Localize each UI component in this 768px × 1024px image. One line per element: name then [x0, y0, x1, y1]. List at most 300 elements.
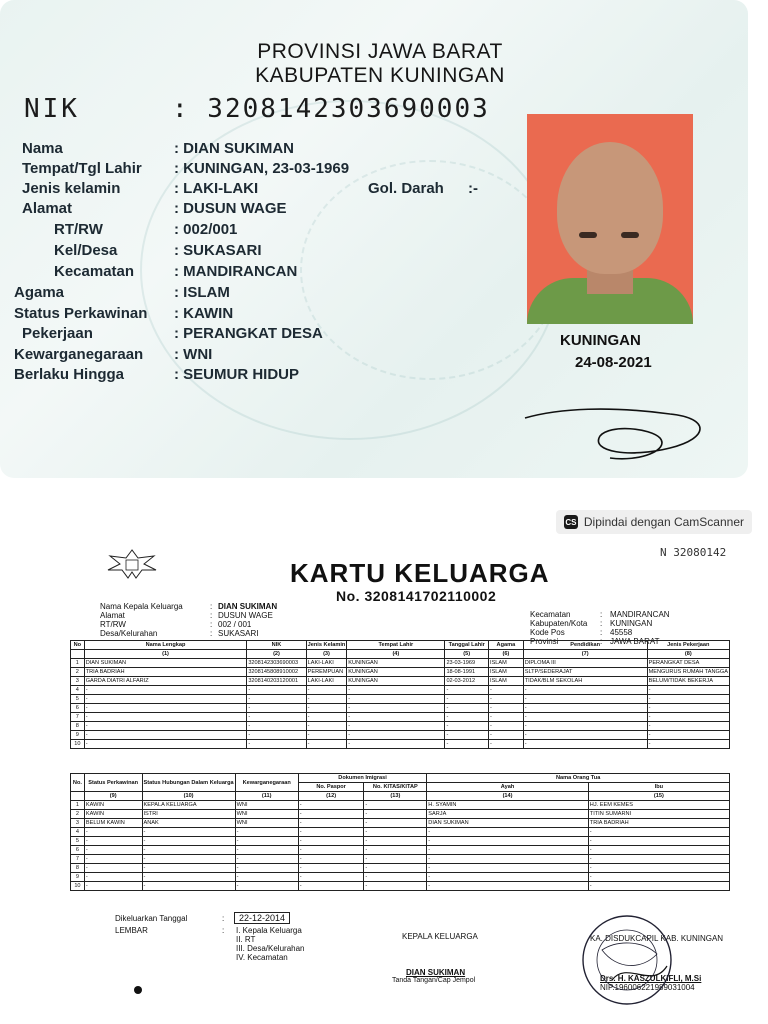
table-cell: 4: [71, 686, 85, 695]
table-cell: 5: [71, 695, 85, 704]
official-stamp: [572, 910, 682, 1010]
ktp-field-label: Kel/Desa: [54, 242, 118, 259]
table-cell: -: [427, 828, 589, 837]
kk-header-colon: :: [210, 611, 213, 620]
table-cell: 9: [71, 731, 85, 740]
table-cell: -: [364, 855, 427, 864]
table-cell: -: [445, 740, 489, 749]
ktp-field-label: RT/RW: [54, 221, 103, 238]
kk-header-colon: :: [210, 620, 213, 629]
ktp-field-row: [14, 160, 514, 180]
table-cell: -: [364, 801, 427, 810]
table-subheader-cell: Ibu: [588, 783, 729, 792]
ktp-field-row: [14, 366, 514, 386]
kk-title: KARTU KELUARGA: [290, 558, 550, 588]
table-header-cell: No.: [71, 774, 85, 792]
table-cell: DIAN SUKIMAN: [84, 659, 247, 668]
head-title: KEPALA KELUARGA: [402, 932, 478, 941]
table-row: [71, 668, 730, 677]
table-cell: BELUM KAWIN: [84, 819, 142, 828]
photo-eye-right: [621, 232, 639, 238]
table-cell: LAKI-LAKI: [306, 659, 347, 668]
table-cell: -: [306, 704, 347, 713]
table-cell: -: [647, 722, 729, 731]
table-cell: -: [427, 837, 589, 846]
table-cell: KAWIN: [84, 801, 142, 810]
table-cell: -: [298, 837, 364, 846]
table-cell: -: [235, 864, 298, 873]
photo-head: [557, 142, 663, 274]
ktp-field-row: [14, 305, 514, 325]
table-row: [71, 677, 730, 686]
kk-header-colon: :: [600, 628, 603, 637]
table-header-cell: Jenis Kelamin: [307, 642, 346, 648]
kk-header-label: Kabupaten/Kota: [530, 619, 588, 628]
kk-header-value: 45558: [610, 628, 633, 637]
table-cell: -: [427, 864, 589, 873]
table-cell: -: [298, 882, 364, 891]
table-cell: -: [142, 837, 235, 846]
kk-header-value: KUNINGAN: [610, 619, 653, 628]
scanner-badge-text: Dipindai dengan CamScanner: [583, 515, 744, 529]
ktp-field-label: Kewarganegaraan: [14, 346, 144, 363]
table-cell: -: [347, 704, 445, 713]
ktp-signature: [520, 388, 720, 468]
kk-members-table: [70, 640, 730, 749]
table-cell: 5: [71, 837, 85, 846]
kk-header-value: SUKASARI: [218, 629, 259, 638]
table-cell: -: [142, 846, 235, 855]
table-header-cell: Nama Orang Tua: [427, 774, 730, 783]
table-colnum-cell: (3): [306, 650, 347, 659]
table-colnum-cell: (12): [298, 792, 364, 801]
ktp-blood-type-label: Gol. Darah: [368, 180, 444, 197]
ktp-field-label: Jenis kelamin: [22, 180, 121, 197]
table-cell: -: [489, 713, 524, 722]
table-cell: 1: [71, 801, 85, 810]
ktp-field-value: : LAKI-LAKI: [174, 180, 259, 197]
lembar-item: II. RT: [236, 935, 256, 944]
table-cell: -: [523, 704, 647, 713]
photo-eye-left: [579, 232, 597, 238]
table-cell: -: [247, 695, 306, 704]
table-cell: -: [84, 713, 247, 722]
table-cell: 3208142303690003: [247, 659, 306, 668]
table-header-row: [71, 641, 730, 650]
table-cell: -: [247, 704, 306, 713]
table-cell: TRIA BADRIAH: [84, 668, 247, 677]
table-cell: -: [588, 837, 729, 846]
table-cell: -: [347, 731, 445, 740]
table-colnum-cell: (2): [247, 650, 306, 659]
table-cell: -: [306, 722, 347, 731]
table-cell: 2: [71, 668, 85, 677]
ktp-nik-value: : 3208142303690003: [172, 94, 490, 124]
table-cell: -: [298, 801, 364, 810]
table-cell: -: [347, 686, 445, 695]
table-cell: 10: [71, 740, 85, 749]
table-row: [71, 801, 730, 810]
table-cell: -: [647, 686, 729, 695]
table-cell: -: [489, 704, 524, 713]
table-header-cell: Dokumen Imigrasi: [298, 774, 427, 783]
kk-header-label: Desa/Kelurahan: [100, 629, 158, 638]
table-cell: -: [142, 882, 235, 891]
table-cell: -: [247, 686, 306, 695]
table-cell: 10: [71, 882, 85, 891]
table-row: [71, 695, 730, 704]
table-cell: SARJA: [427, 810, 589, 819]
table-cell: KUNINGAN: [347, 668, 445, 677]
table-cell: -: [235, 828, 298, 837]
table-cell: KEPALA KELUARGA: [142, 801, 235, 810]
kk-header-label: RT/RW: [100, 620, 126, 629]
lembar-item: III. Desa/Kelurahan: [236, 944, 305, 953]
kk-header-value: MANDIRANCAN: [610, 610, 670, 619]
ktp-field-row: [14, 242, 514, 262]
table-cell: -: [523, 722, 647, 731]
official-name: Drs. H. KASZULKIFLI, M.Si: [600, 974, 702, 983]
table-colnum-cell: (7): [523, 650, 647, 659]
ktp-field-value: : KUNINGAN, 23-03-1969: [174, 160, 350, 177]
table-colnum-cell: [71, 650, 85, 659]
table-header-cell: Agama: [489, 641, 524, 650]
ktp-field-label: Nama: [22, 140, 63, 157]
table-cell: -: [247, 722, 306, 731]
kk-header-colon: :: [600, 619, 603, 628]
ktp-field-value: : SUKASARI: [174, 242, 262, 259]
table-subheader-cell: No. KITAS/KITAP: [364, 783, 427, 792]
table-cell: -: [489, 731, 524, 740]
table-cell: -: [647, 713, 729, 722]
table-cell: DIPLOMA III: [523, 659, 647, 668]
ktp-field-row: [14, 200, 514, 220]
table-cell: 3: [71, 819, 85, 828]
table-cell: LAKI-LAKI: [306, 677, 347, 686]
kk-header-label: Nama Kepala Keluarga: [100, 602, 183, 611]
kk-header-value: DIAN SUKIMAN: [218, 602, 278, 611]
table-cell: -: [364, 882, 427, 891]
table-cell: -: [364, 837, 427, 846]
garuda-emblem-icon: [104, 546, 160, 582]
table-cell: -: [298, 864, 364, 873]
table-row: [71, 855, 730, 864]
table-cell: -: [306, 731, 347, 740]
table-row: [71, 873, 730, 882]
table-cell: -: [235, 855, 298, 864]
kk-status-table: [70, 773, 730, 891]
lembar-item: IV. Kecamatan: [236, 953, 288, 962]
table-cell: -: [235, 873, 298, 882]
table-cell: 1: [71, 659, 85, 668]
table-row: [71, 740, 730, 749]
table-cell: 7: [71, 713, 85, 722]
table-cell: -: [445, 686, 489, 695]
table-cell: -: [84, 882, 142, 891]
camscanner-icon: CS: [564, 515, 578, 529]
table-cell: -: [347, 713, 445, 722]
table-colnum-cell: (8): [647, 650, 729, 659]
ktp-field-row: [14, 346, 514, 366]
table-cell: -: [84, 722, 247, 731]
table-cell: -: [364, 819, 427, 828]
dot-mark: [134, 986, 142, 994]
kk-header-colon: :: [600, 637, 603, 646]
ktp-photo: [527, 114, 693, 324]
table-cell: -: [142, 873, 235, 882]
table-cell: -: [523, 713, 647, 722]
table-cell: -: [84, 695, 247, 704]
table-cell: -: [298, 810, 364, 819]
kk-footer: Dikeluarkan Tanggal : 22-12-2014 LEMBAR : I. Kepala Keluarga II. RT III. Desa/Kelurahan IV. Kecamatan KEPALA KELUARGA DIAN SUKIMAN Tanda Tangan/Cap Jempol KA. DISDUKCAPIL KAB. KUNINGAN Drs. H. KASZULKIFLI, M.Si NIP.196006221989031004: [115, 913, 724, 992]
table-cell: 7: [71, 855, 85, 864]
ktp-field-value: : DUSUN WAGE: [174, 200, 287, 217]
table-cell: -: [489, 740, 524, 749]
id-card: [0, 0, 748, 478]
table-cell: 3208140203120001: [247, 677, 306, 686]
head-sign-caption: Tanda Tangan/Cap Jempol: [392, 977, 476, 984]
table-header-cell: Status Perkawinan: [84, 774, 142, 792]
table-row: [71, 722, 730, 731]
table-cell: WNI: [235, 810, 298, 819]
table-cell: -: [588, 864, 729, 873]
table-cell: KAWIN: [84, 810, 142, 819]
kk-header-label: Provinsi: [530, 637, 559, 646]
table-cell: 23-03-1969: [445, 659, 489, 668]
kk-handwritten-number: N 32080142: [660, 546, 727, 559]
ktp-field-value: : WNI: [174, 346, 213, 363]
issued-label: Dikeluarkan Tanggal: [115, 914, 188, 923]
official-nip: NIP.196006221989031004: [600, 983, 695, 992]
table-cell: -: [445, 704, 489, 713]
table-colnum-cell: (11): [235, 792, 298, 801]
table-row: [71, 731, 730, 740]
table-cell: ISTRI: [142, 810, 235, 819]
ktp-field-label: Pekerjaan: [22, 325, 93, 342]
table-cell: BELUM/TIDAK BEKERJA: [647, 677, 729, 686]
table-cell: -: [298, 873, 364, 882]
table-cell: 3: [71, 677, 85, 686]
table-cell: 18-08-1991: [445, 668, 489, 677]
table-cell: -: [347, 722, 445, 731]
table-cell: -: [247, 731, 306, 740]
table-cell: -: [427, 855, 589, 864]
table-cell: MENGURUS RUMAH TANGGA: [648, 669, 728, 675]
table-cell: 4: [71, 828, 85, 837]
table-row: [71, 704, 730, 713]
table-colnum-row: [71, 792, 730, 801]
table-colnum-cell: (1): [84, 650, 247, 659]
table-cell: -: [588, 882, 729, 891]
table-cell: -: [445, 731, 489, 740]
ktp-field-row: [14, 221, 514, 241]
table-cell: -: [306, 686, 347, 695]
table-cell: -: [364, 810, 427, 819]
table-cell: -: [142, 864, 235, 873]
ktp-field-label: Agama: [14, 284, 65, 301]
ktp-field-value: : SEUMUR HIDUP: [174, 366, 300, 383]
table-cell: 3208145808910002: [247, 668, 306, 677]
table-cell: H. SYAMIN: [427, 801, 589, 810]
table-cell: 8: [71, 864, 85, 873]
table-cell: WNI: [235, 801, 298, 810]
ktp-field-label: Berlaku Hingga: [14, 366, 125, 383]
lembar-item: I. Kepala Keluarga: [236, 926, 302, 935]
table-header-cell: Status Hubungan Dalam Keluarga: [142, 774, 235, 792]
table-cell: -: [427, 846, 589, 855]
table-header-cell: Kewarganegaraan: [235, 774, 298, 792]
kk-header-value: 002 / 001: [218, 620, 252, 629]
table-colnum-cell: (5): [445, 650, 489, 659]
table-cell: -: [84, 837, 142, 846]
table-row: [71, 846, 730, 855]
table-cell: -: [84, 731, 247, 740]
table-cell: HJ. EEM KEMES: [588, 801, 729, 810]
table-cell: ISLAM: [489, 668, 524, 677]
ktp-issue-date: 24-08-2021: [575, 354, 652, 371]
table-cell: SLTP/SEDERAJAT: [523, 668, 647, 677]
table-cell: ANAK: [142, 819, 235, 828]
table-cell: -: [235, 846, 298, 855]
table-cell: -: [84, 686, 247, 695]
table-cell: 9: [71, 873, 85, 882]
table-colnum-cell: (6): [489, 650, 524, 659]
ktp-field-label: Status Perkawinan: [14, 305, 148, 322]
table-cell: -: [298, 855, 364, 864]
table-cell: -: [306, 695, 347, 704]
table-cell: 8: [71, 722, 85, 731]
table-row: [71, 713, 730, 722]
table-colnum-cell: (13): [364, 792, 427, 801]
table-cell: -: [445, 713, 489, 722]
table-cell: -: [489, 722, 524, 731]
ktp-issue-place: KUNINGAN: [560, 332, 641, 349]
table-cell: -: [364, 864, 427, 873]
head-name: DIAN SUKIMAN: [406, 968, 466, 977]
table-cell: DIAN SUKIMAN: [427, 819, 589, 828]
table-cell: -: [364, 873, 427, 882]
table-cell: -: [247, 740, 306, 749]
table-cell: -: [427, 873, 589, 882]
table-cell: -: [298, 846, 364, 855]
table-cell: -: [364, 846, 427, 855]
table-cell: -: [427, 882, 589, 891]
table-row: [71, 819, 730, 828]
kk-header-colon: :: [210, 629, 213, 638]
table-cell: 2: [71, 810, 85, 819]
table-cell: TRIA BADRIAH: [588, 819, 729, 828]
kk-header-label: Alamat: [100, 611, 125, 620]
table-cell: TIDAK/BLM SEKOLAH: [523, 677, 647, 686]
table-header-cell: Nama Lengkap: [84, 641, 247, 650]
ktp-field-value: : DIAN SUKIMAN: [174, 140, 294, 157]
table-cell: -: [84, 873, 142, 882]
lembar-list: [236, 926, 304, 962]
table-cell: -: [523, 686, 647, 695]
table-header-row: [71, 774, 730, 783]
lembar-label: LEMBAR: [115, 926, 148, 935]
table-cell: -: [489, 686, 524, 695]
table-cell: -: [84, 828, 142, 837]
ktp-field-value: : PERANGKAT DESA: [174, 325, 323, 342]
table-cell: -: [445, 695, 489, 704]
ktp-field-row: [14, 284, 514, 304]
table-subheader-cell: Ayah: [427, 783, 589, 792]
table-cell: -: [647, 740, 729, 749]
ktp-nik-label: NIK: [24, 94, 80, 124]
table-row: [71, 828, 730, 837]
table-cell: PEREMPUAN: [306, 668, 347, 677]
table-cell: -: [647, 704, 729, 713]
table-cell: -: [523, 695, 647, 704]
kk-number: No. 3208141702110002: [336, 588, 497, 604]
table-colnum-row: [71, 650, 730, 659]
ktp-field-value: : ISLAM: [174, 284, 230, 301]
table-cell: KUNINGAN: [347, 677, 445, 686]
table-cell: -: [588, 873, 729, 882]
table-cell: -: [306, 713, 347, 722]
table-cell: -: [84, 704, 247, 713]
table-header-cell: Tanggal Lahir: [445, 641, 489, 650]
ktp-field-label: Alamat: [22, 200, 73, 217]
official-title: KA. DISDUKCAPIL KAB. KUNINGAN: [590, 934, 724, 943]
table-cell: -: [647, 695, 729, 704]
ktp-field-value: : KAWIN: [174, 305, 234, 322]
table-colnum-cell: (14): [427, 792, 589, 801]
table-cell: TITIN SUMARNI: [588, 810, 729, 819]
ktp-field-value: : 002/001: [174, 221, 238, 238]
kk-header-value: JAWA BARAT: [610, 637, 660, 646]
kk-header-label: Kecamatan: [530, 610, 571, 619]
kk-header-left: [100, 602, 320, 642]
table-cell: -: [489, 695, 524, 704]
table-cell: -: [142, 828, 235, 837]
ktp-field-value: : MANDIRANCAN: [174, 263, 298, 280]
table-row: [71, 686, 730, 695]
table-row: [71, 810, 730, 819]
table-cell: -: [306, 740, 347, 749]
family-card: [0, 500, 768, 1024]
table-cell: KUNINGAN: [347, 659, 445, 668]
issued-date: 22-12-2014: [234, 912, 290, 924]
table-colnum-cell: (10): [142, 792, 235, 801]
table-cell: GARDA DIATRI ALFARIZ: [84, 677, 247, 686]
table-subheader-cell: No. Paspor: [298, 783, 364, 792]
table-header-cell: No: [71, 641, 85, 650]
table-cell: -: [235, 837, 298, 846]
table-cell: -: [523, 740, 647, 749]
table-cell: -: [364, 828, 427, 837]
table-cell: PERANGKAT DESA: [647, 659, 729, 668]
table-row: [71, 882, 730, 891]
table-cell: -: [347, 740, 445, 749]
table-header-cell: NIK: [247, 641, 306, 650]
table-row: [71, 659, 730, 668]
table-cell: -: [588, 828, 729, 837]
table-cell: -: [647, 731, 729, 740]
table-cell: ISLAM: [489, 659, 524, 668]
table-row: [71, 837, 730, 846]
table-cell: -: [235, 882, 298, 891]
table-colnum-cell: [71, 792, 85, 801]
table-cell: -: [347, 695, 445, 704]
table-cell: -: [588, 846, 729, 855]
table-cell: -: [84, 864, 142, 873]
table-colnum-cell: (4): [347, 650, 445, 659]
table-cell: -: [84, 855, 142, 864]
table-cell: -: [588, 855, 729, 864]
ktp-field-label: Kecamatan: [54, 263, 135, 280]
